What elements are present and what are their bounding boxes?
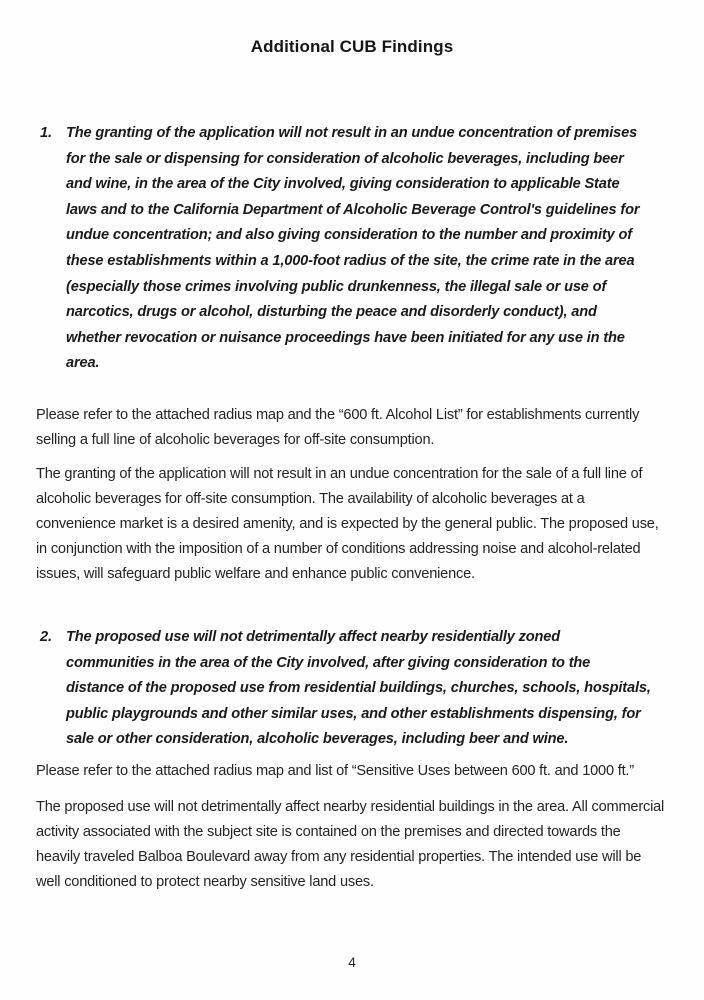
paragraph-sensitive-uses-reference: Please refer to the attached radius map and list of “Sensitive Uses between 600 ft. and 1000 ft.” [36,762,634,779]
finding-item-2 [40,625,652,753]
paragraph-no-detrimental-effect: The proposed use will not detrimentally affect nearby residential buildings in the area. All commercial activity associated with the subject site is contained on the premises and directed towards the heavily traveled Balboa Boulevard away from any residential properties. The intended use will be well conditioned to protect nearby sensitive land uses. [36,798,665,890]
finding-1-number: 1. [40,125,52,141]
finding-2-number: 2. [40,628,52,645]
page-title: Additional CUB Findings [250,37,454,56]
finding-1-text: The granting of the application will not result in an undue concentration of premises for the sale or dispensing for consideration of alcoholic beverages, including beer and wine, in the area of the City involved, giving consideration to applicable State laws and to the California Department of Alcoholic Beverage Control's guidelines for undue concentration; and also giving consideration to the number and proximity of these establishments within a 1,000-foot radius of the site, the crime rate in the area (especially those crimes involving public drunkenness, the illegal sale or use of narcotics, drugs or alcohol, disturbing the peace and disorderly conduct), and whether revocation or nuisance proceedings have been initiated for any use in the area. [66,125,640,372]
paragraph-no-undue-concentration: The granting of the application will not result in an undue concentration for the sale of a full line of alcoholic beverages for off-site consumption. The availability of alcoholic beverages at a convenience market is a desired amenity, and is expected by the general public. The proposed use, in conjunction with the imposition of a number of conditions addressing noise and alcohol-related issues, will safeguard public welfare and enhance public convenience. [36,465,659,582]
finding-2-text: The proposed use will not detrimentally affect nearby residentially zoned communities in the area of the City involved, after giving consideration to the distance of the proposed use from residential buildings, churches, schools, hospitals, public playgrounds and other similar uses, and other establishments dispensing, for sale or other consideration, alcoholic beverages, including beer and wine. [66,628,651,748]
paragraph-alcohol-list-reference: Please refer to the attached radius map and the “600 ft. Alcohol List” for establishments currently selling a full line of alcoholic beverages for off-site consumption. [36,406,640,448]
finding-item-1 [40,121,652,377]
page-number: 4 [348,954,356,970]
